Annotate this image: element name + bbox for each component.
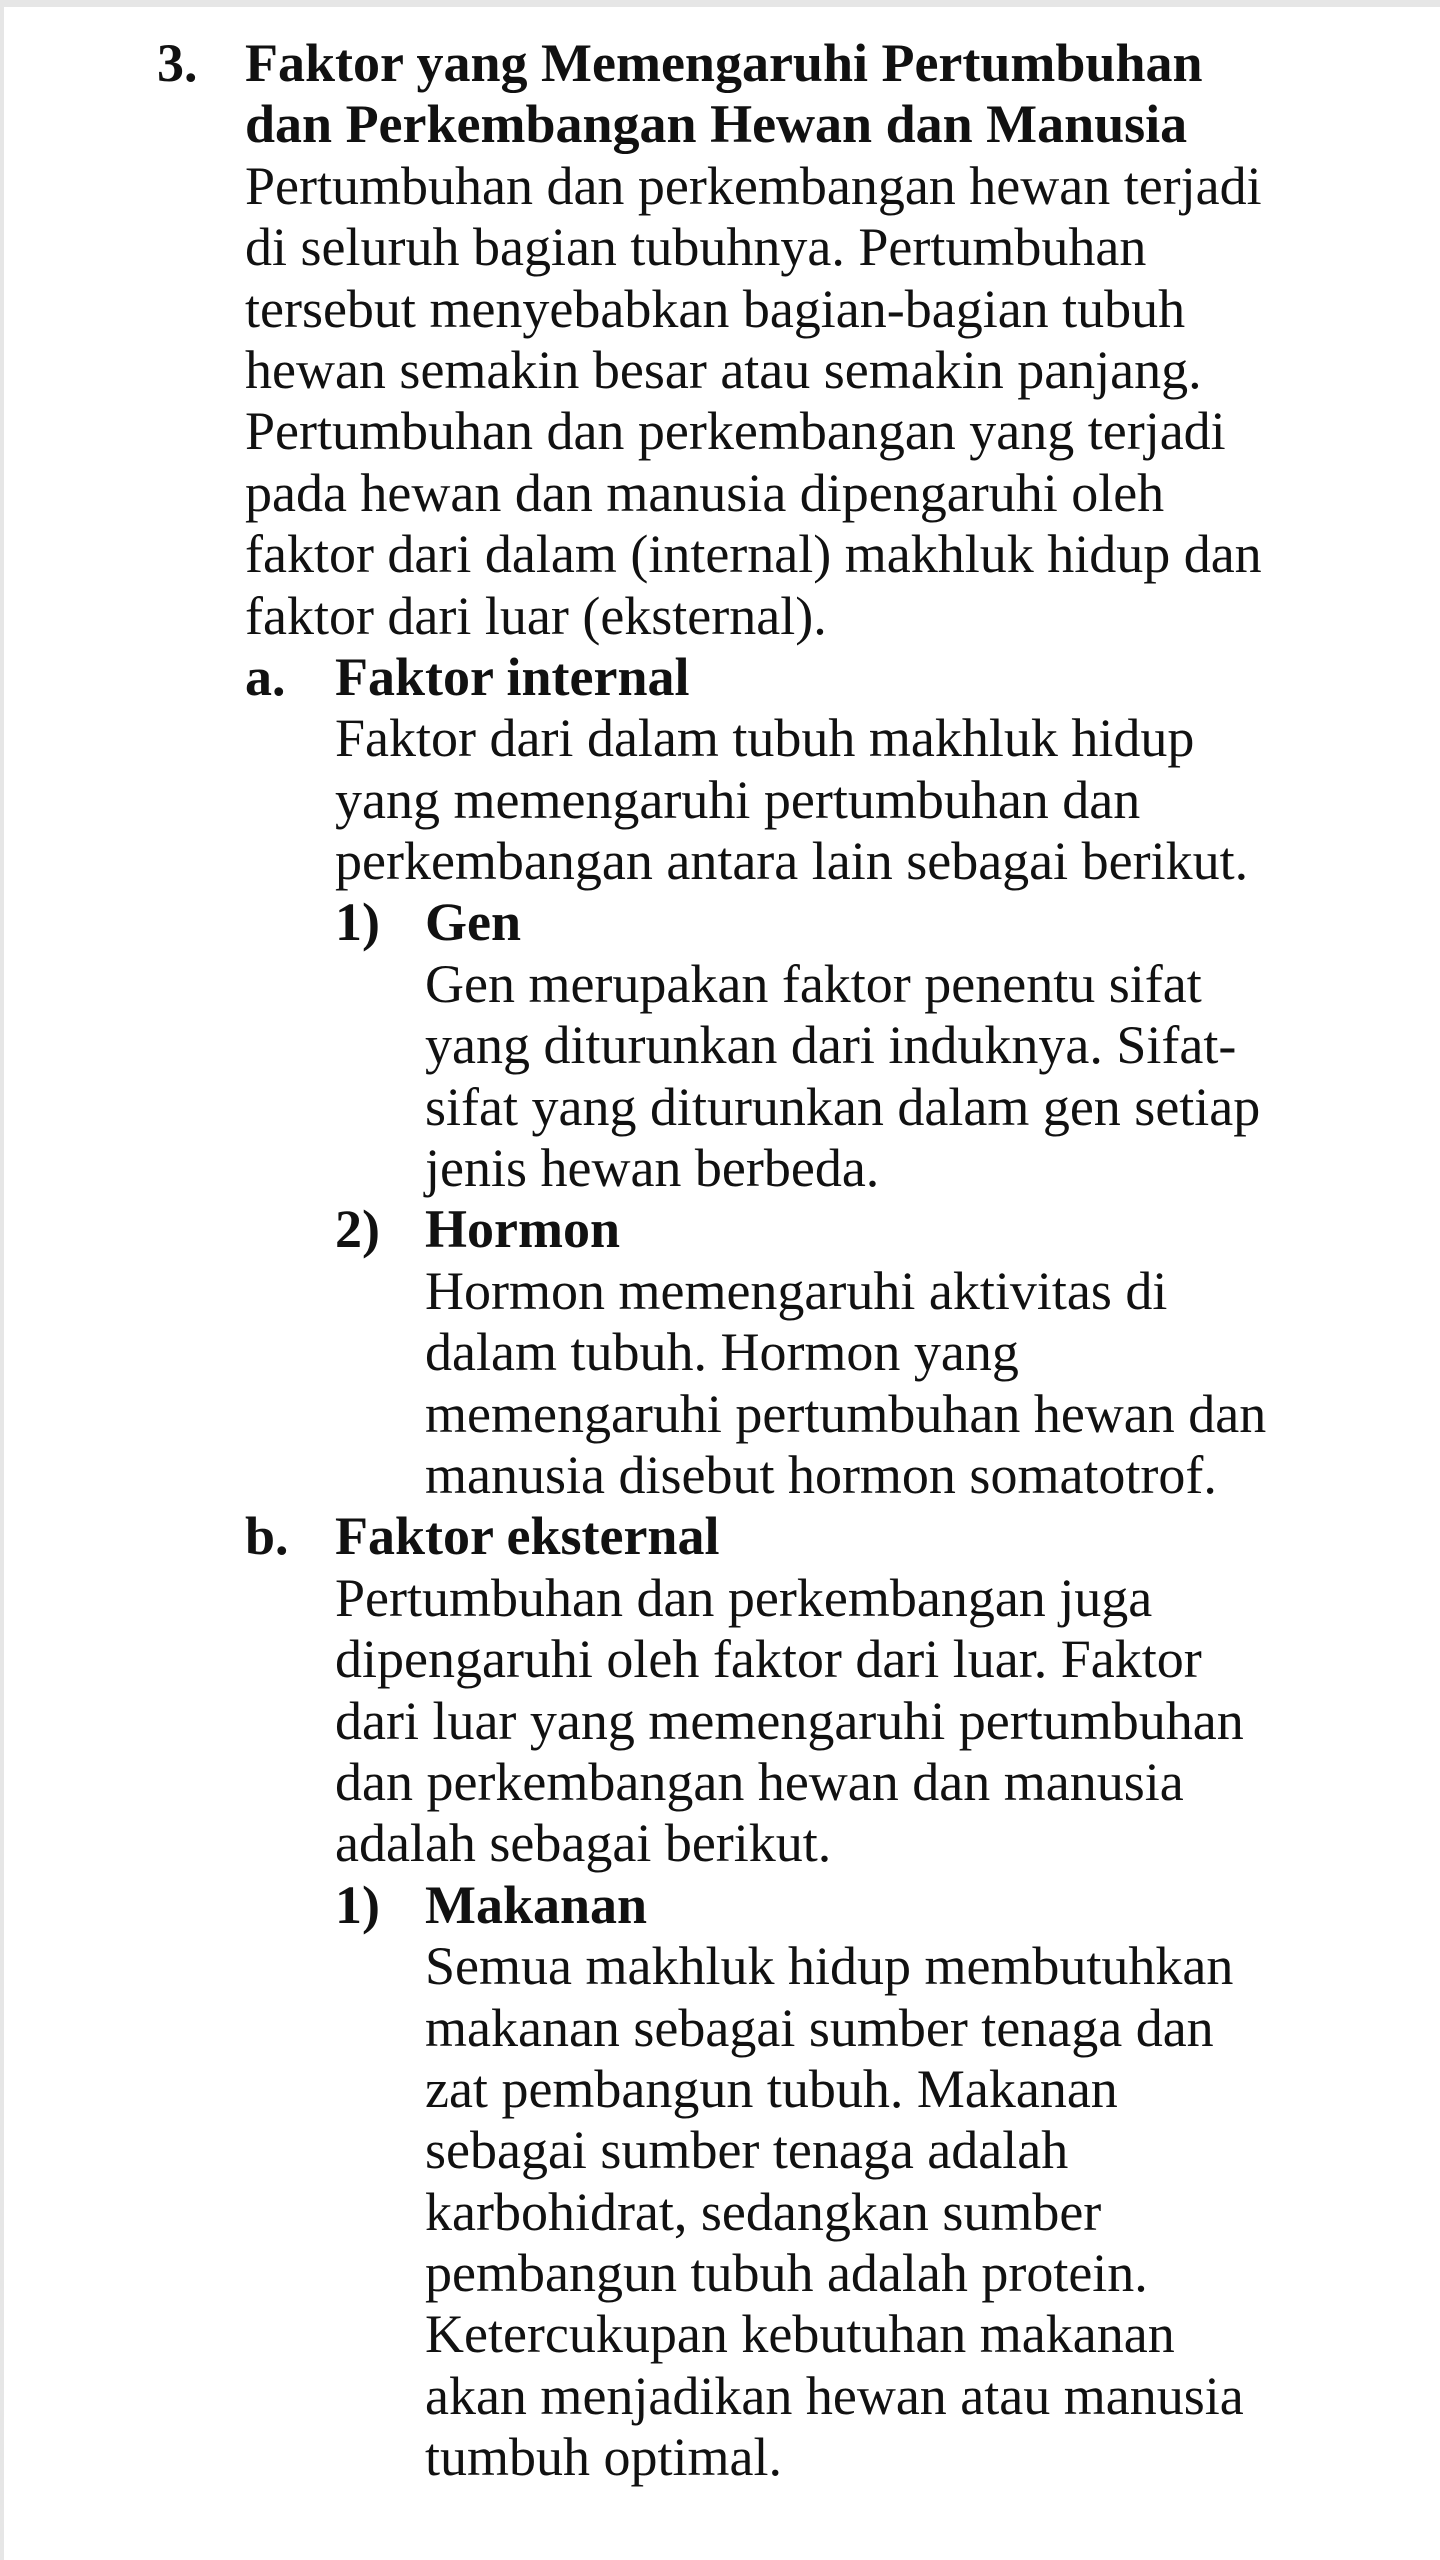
document-content <box>4 33 1440 2489</box>
heading-text: Gen <box>425 892 522 953</box>
heading-text: Faktor eksternal <box>335 1506 720 1567</box>
paragraph-line <box>4 1936 1440 1997</box>
paragraph-line <box>4 1322 1440 1383</box>
paragraph-line <box>4 217 1440 278</box>
paragraph-line <box>4 1015 1440 1076</box>
list-marker: 1) <box>335 1874 380 1935</box>
paragraph-line <box>4 2243 1440 2304</box>
paragraph-line <box>4 954 1440 1015</box>
paragraph-line <box>4 770 1440 831</box>
body-text: Pertumbuhan dan perkembangan juga <box>335 1567 1153 1628</box>
paragraph-line <box>4 1138 1440 1199</box>
body-text: sifat yang diturunkan dalam gen setiap <box>425 1076 1261 1137</box>
list-marker: b. <box>245 1506 289 1567</box>
paragraph-line <box>4 1077 1440 1138</box>
body-text: akan menjadikan hewan atau manusia <box>425 2365 1244 2426</box>
body-text: manusia disebut hormon somatotrof. <box>425 1444 1217 1505</box>
paragraph-line <box>4 1261 1440 1322</box>
heading-text: Hormon <box>425 1199 620 1260</box>
body-text: Pertumbuhan dan perkembangan hewan terjadi <box>245 155 1262 216</box>
body-text: sebagai sumber tenaga adalah <box>425 2120 1069 2181</box>
paragraph-line <box>4 2427 1440 2488</box>
body-text: yang diturunkan dari induknya. Sifat- <box>425 1015 1237 1076</box>
body-text: dari luar yang memengaruhi pertumbuhan <box>335 1690 1244 1751</box>
body-text: tumbuh optimal. <box>425 2427 782 2488</box>
body-text: di seluruh bagian tubuhnya. Pertumbuhan <box>245 217 1147 278</box>
body-text: faktor dari dalam (internal) makhluk hidup dan <box>245 524 1262 585</box>
paragraph-line <box>4 340 1440 401</box>
item-title <box>4 892 1440 953</box>
body-text: jenis hewan berbeda. <box>425 1138 880 1199</box>
body-text: faktor dari luar (eksternal). <box>245 585 827 646</box>
body-text: pada hewan dan manusia dipengaruhi oleh <box>245 462 1165 523</box>
paragraph-line <box>4 1384 1440 1445</box>
list-marker: 2) <box>335 1199 380 1260</box>
section-title <box>4 33 1440 94</box>
paragraph-line <box>4 1691 1440 1752</box>
list-marker: 1) <box>335 892 380 953</box>
paragraph-line <box>4 463 1440 524</box>
paragraph-line <box>4 2059 1440 2120</box>
paragraph-line <box>4 586 1440 647</box>
paragraph-line <box>4 2182 1440 2243</box>
list-marker: a. <box>245 646 286 707</box>
subsection-title <box>4 1506 1440 1567</box>
paragraph-line <box>4 1445 1440 1506</box>
body-text: Faktor dari dalam tubuh makhluk hidup <box>335 708 1195 769</box>
body-text: Pertumbuhan dan perkembangan yang terjadi <box>245 401 1226 462</box>
body-text: dipengaruhi oleh faktor dari luar. Faktor <box>335 1629 1202 1690</box>
paragraph-line <box>4 1752 1440 1813</box>
body-text: karbohidrat, sedangkan sumber <box>425 2181 1102 2242</box>
paragraph-line <box>4 2304 1440 2365</box>
heading-text: Faktor internal <box>335 646 690 707</box>
body-text: dan perkembangan hewan dan manusia <box>335 1751 1184 1812</box>
subsection-title <box>4 647 1440 708</box>
body-text: pembangun tubuh adalah protein. <box>425 2243 1148 2304</box>
paragraph-line <box>4 1998 1440 2059</box>
paragraph-line <box>4 2366 1440 2427</box>
body-text: hewan semakin besar atau semakin panjang. <box>245 339 1202 400</box>
body-text: makanan sebagai sumber tenaga dan <box>425 1997 1214 2058</box>
heading-text: Makanan <box>425 1874 648 1935</box>
paragraph-line <box>4 2120 1440 2181</box>
body-text: Gen merupakan faktor penentu sifat <box>425 953 1202 1014</box>
body-text: Semua makhluk hidup membutuhkan <box>425 1936 1234 1997</box>
list-marker: 3. <box>157 33 198 93</box>
paragraph-line <box>4 708 1440 769</box>
item-title <box>4 1199 1440 1260</box>
paragraph-line <box>4 524 1440 585</box>
document-page <box>4 7 1440 2560</box>
paragraph-line <box>4 279 1440 340</box>
paragraph-line <box>4 401 1440 462</box>
paragraph-line <box>4 831 1440 892</box>
body-text: Hormon memengaruhi aktivitas di <box>425 1260 1168 1321</box>
body-text: zat pembangun tubuh. Makanan <box>425 2058 1118 2119</box>
paragraph-line <box>4 156 1440 217</box>
body-text: memengaruhi pertumbuhan hewan dan <box>425 1383 1267 1444</box>
item-title <box>4 1875 1440 1936</box>
body-text: dalam tubuh. Hormon yang <box>425 1322 1019 1383</box>
heading-text: Faktor yang Memengaruhi Pertumbuhan <box>245 33 1203 93</box>
heading-text: dan Perkembangan Hewan dan Manusia <box>245 94 1188 155</box>
body-text: yang memengaruhi pertumbuhan dan <box>335 769 1141 830</box>
section-title <box>4 94 1440 155</box>
paragraph-line <box>4 1568 1440 1629</box>
paragraph-line <box>4 1813 1440 1874</box>
body-text: adalah sebagai berikut. <box>335 1813 832 1874</box>
body-text: Ketercukupan kebutuhan makanan <box>425 2304 1175 2365</box>
paragraph-line <box>4 1629 1440 1690</box>
body-text: perkembangan antara lain sebagai berikut. <box>335 831 1249 892</box>
body-text: tersebut menyebabkan bagian-bagian tubuh <box>245 278 1186 339</box>
